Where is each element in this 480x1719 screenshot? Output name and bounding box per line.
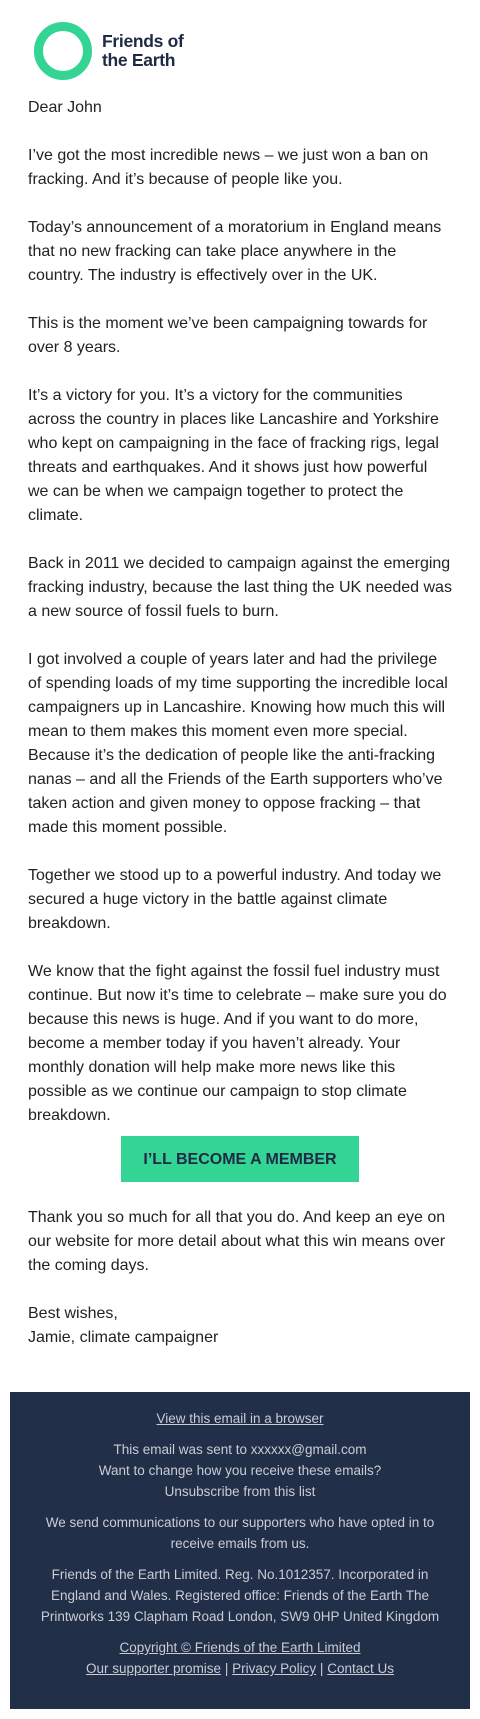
sent-to-text: This email was sent to xxxxxx@gmail.com <box>113 1442 367 1457</box>
copyright-link[interactable]: Copyright © Friends of the Earth Limited <box>119 1640 361 1655</box>
email-footer <box>10 1392 470 1709</box>
footer-links <box>10 1637 470 1679</box>
paragraph-2: Today’s announcement of a moratorium in England means that no new fracking can take place anywhere in the country. The industry is effectively over in the UK. <box>28 219 442 284</box>
paragraph-7: Together we stood up to a powerful industry. And today we secured a huge victory in the battle against climate breakdown. <box>28 867 442 932</box>
email-header <box>0 0 480 96</box>
logo-line-2: the Earth <box>102 50 176 70</box>
link-separator: | <box>319 1661 324 1676</box>
logo-line-1: Friends of <box>102 31 184 51</box>
logo-wordmark <box>102 32 184 70</box>
paragraph-5: Back in 2011 we decided to campaign against the emerging fracking industry, because the last thing the UK needed was a new source of fossil fuels to burn. <box>28 555 452 620</box>
link-separator: | <box>224 1661 229 1676</box>
subscription-info <box>10 1439 470 1502</box>
view-in-browser-link[interactable]: View this email in a browser <box>156 1411 324 1426</box>
signoff: Best wishes, <box>28 1305 118 1322</box>
paragraph-3: This is the moment we’ve been campaigning towards for over 8 years. <box>28 315 428 356</box>
paragraph-6: I got involved a couple of years later and had the privilege of spending loads of my time supporting the incredible local campaigners up in Lancashire. Knowing how much this will mean to them makes this moment even more special. Because it’s the dedication of people like the anti-fracking nanas – and all the Friends of the Earth supporters who’ve taken action and given money to oppose fracking – that made this moment possible. <box>28 651 448 836</box>
signature: Jamie, climate campaigner <box>28 1329 219 1346</box>
become-member-button[interactable]: I’LL BECOME A MEMBER <box>121 1136 359 1182</box>
view-in-browser-row <box>10 1408 470 1429</box>
legal-text: Friends of the Earth Limited. Reg. No.1012357. Incorporated in England and Wales. Registered office: Friends of the Earth The Printworks 139 Clapham Road London, SW9 0HP United Kingdom <box>40 1567 440 1624</box>
closing-paragraph: Thank you so much for all that you do. And keep an eye on our website for more detail about what this win means over the coming days. <box>28 1209 446 1274</box>
greeting: Dear John <box>28 99 102 116</box>
communications-text: We send communications to our supporters who have opted in to receive emails from us. <box>45 1515 435 1551</box>
cta-row <box>28 1136 452 1182</box>
email-content <box>0 96 480 1350</box>
friends-of-the-earth-logo[interactable] <box>34 22 184 80</box>
logo-ring-icon <box>34 22 92 80</box>
supporter-promise-link[interactable]: Our supporter promise <box>86 1661 222 1676</box>
paragraph-1: I’ve got the most incredible news – we just won a ban on fracking. And it’s because of people like you. <box>28 147 429 188</box>
privacy-policy-link[interactable]: Privacy Policy <box>232 1661 317 1676</box>
contact-us-link[interactable]: Contact Us <box>327 1661 394 1676</box>
unsubscribe-text: Unsubscribe from this list <box>164 1484 316 1499</box>
paragraph-8: We know that the fight against the fossil fuel industry must continue. But now it’s time to celebrate – make sure you do because this news is huge. And if you want to do more, become a member today if you haven’t already. Your monthly donation will help make more news like this possible as we continue our campaign to stop climate breakdown. <box>28 963 447 1124</box>
change-prefs-text: Want to change how you receive these emails? <box>98 1463 382 1478</box>
paragraph-4: It’s a victory for you. It’s a victory for the communities across the country in places like Lancashire and Yorkshire who kept on campaigning in the face of fracking rigs, legal threats and earthquakes. And it shows just how powerful we can be when we campaign together to protect the climate. <box>28 387 439 524</box>
